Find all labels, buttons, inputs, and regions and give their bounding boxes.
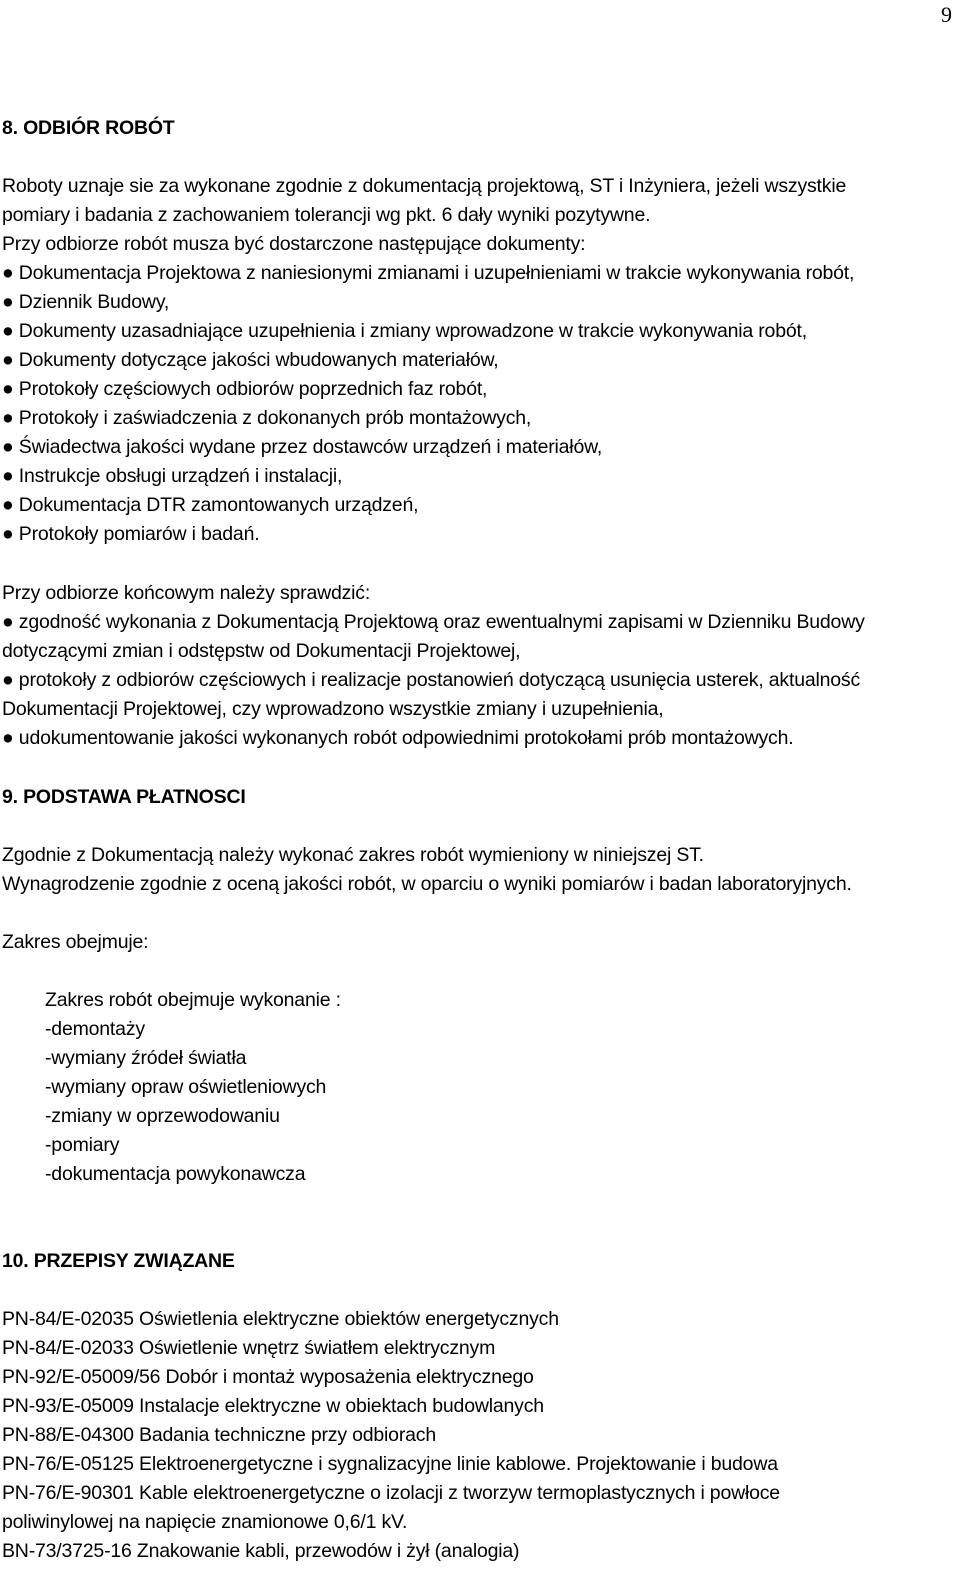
section-9-heading: 9. PODSTAWA PŁATNOSCI — [2, 786, 246, 808]
list-item: ● Świadectwa jakości wydane przez dostawców urządzeń i materiałów, — [2, 436, 603, 458]
list-item: ● Dokumenty dotyczące jakości wbudowanych materiałów, — [2, 349, 499, 371]
standard-line: PN-92/E-05009/56 Dobór i montaż wyposażenia elektrycznego — [2, 1366, 534, 1388]
documents-list — [2, 230, 950, 549]
list-item: ● Protokoły pomiarów i badań. — [2, 523, 260, 545]
section-10-heading: 10. PRZEPISY ZWIĄZANE — [2, 1250, 235, 1272]
standards-list — [2, 1305, 950, 1566]
section-9-text — [2, 841, 950, 899]
paragraph-line: Wynagrodzenie zgodnie z oceną jakości robót, w oparciu o wyniki pomiarów i badan laboratoryjnych. — [2, 873, 852, 895]
paragraph-line: ● protokoły z odbiorów częściowych i realizacje postanowień dotyczącą usunięcia usterek, aktualność — [2, 669, 861, 691]
scope-label: Zakres obejmuje: — [2, 931, 149, 953]
paragraph-line: ● udokumentowanie jakości wykonanych robót odpowiednimi protokołami prób montażowych. — [2, 727, 794, 749]
section-8-intro — [2, 172, 950, 230]
standard-line: PN-84/E-02033 Oświetlenie wnętrz światłem elektrycznym — [2, 1337, 496, 1359]
list-item: ● Protokoły i zaświadczenia z dokonanych prób montażowych, — [2, 407, 532, 429]
scope-line: -pomiary — [45, 1134, 120, 1156]
standard-line: PN-93/E-05009 Instalacje elektryczne w obiektach budowlanych — [2, 1395, 544, 1417]
final-check-block — [2, 579, 950, 753]
paragraph-line: Dokumentacji Projektowej, czy wprowadzono wszystkie zmiany i uzupełnienia, — [2, 698, 664, 720]
scope-list — [2, 986, 960, 1189]
paragraph-line: Roboty uznaje sie za wykonane zgodnie z dokumentacją projektową, ST i Inżyniera, jeżeli wszystkie — [2, 175, 847, 197]
scope-line: Zakres robót obejmuje wykonanie : — [45, 989, 341, 1011]
section-8-heading: 8. ODBIÓR ROBÓT — [2, 117, 175, 139]
scope-line: -wymiany źródeł światła — [45, 1047, 247, 1069]
list-item: ● Dziennik Budowy, — [2, 291, 170, 313]
scope-line: -wymiany opraw oświetleniowych — [45, 1076, 327, 1098]
paragraph-line: Zgodnie z Dokumentacją należy wykonać zakres robót wymieniony w niniejszej ST. — [2, 844, 704, 866]
scope-line: -dokumentacja powykonawcza — [45, 1163, 306, 1185]
standard-line: PN-84/E-02035 Oświetlenia elektryczne obiektów energetycznych — [2, 1308, 559, 1330]
page-number: 9 — [941, 2, 952, 27]
list-intro: Przy odbiorze robót musza być dostarczone następujące dokumenty: — [2, 233, 586, 255]
standard-line: PN-88/E-04300 Badania techniczne przy odbiorach — [2, 1424, 436, 1446]
scope-line: -zmiany w oprzewodowaniu — [45, 1105, 280, 1127]
standard-line: BN-73/3725-16 Znakowanie kabli, przewodów i żył (analogia) — [2, 1540, 520, 1562]
paragraph-line: Przy odbiorze końcowym należy sprawdzić: — [2, 582, 371, 604]
paragraph-line: pomiary i badania z zachowaniem tolerancji wg pkt. 6 dały wyniki pozytywne. — [2, 204, 651, 226]
list-item: ● Instrukcje obsługi urządzeń i instalacji, — [2, 465, 343, 487]
list-item: ● Protokoły częściowych odbiorów poprzednich faz robót, — [2, 378, 488, 400]
scope-line: -demontaży — [45, 1018, 145, 1040]
list-item: ● Dokumentacja Projektowa z naniesionymi zmianami i uzupełnieniami w trakcie wykonywania robót, — [2, 262, 855, 284]
list-item: ● Dokumentacja DTR zamontowanych urządzeń, — [2, 494, 419, 516]
standard-line: PN-76/E-05125 Elektroenergetyczne i sygnalizacyjne linie kablowe. Projektowanie i budowa — [2, 1453, 778, 1475]
standard-line: PN-76/E-90301 Kable elektroenergetyczne o izolacji z tworzyw termoplastycznych i powłoce — [2, 1482, 780, 1504]
standard-line: poliwinylowej na napięcie znamionowe 0,6/1 kV. — [2, 1511, 408, 1533]
paragraph-line: ● zgodność wykonania z Dokumentacją Projektową oraz ewentualnymi zapisami w Dzienniku Budowy — [2, 611, 865, 633]
paragraph-line: dotyczącymi zmian i odstępstw od Dokumentacji Projektowej, — [2, 640, 521, 662]
list-item: ● Dokumenty uzasadniające uzupełnienia i zmiany wprowadzone w trakcie wykonywania robót, — [2, 320, 807, 342]
